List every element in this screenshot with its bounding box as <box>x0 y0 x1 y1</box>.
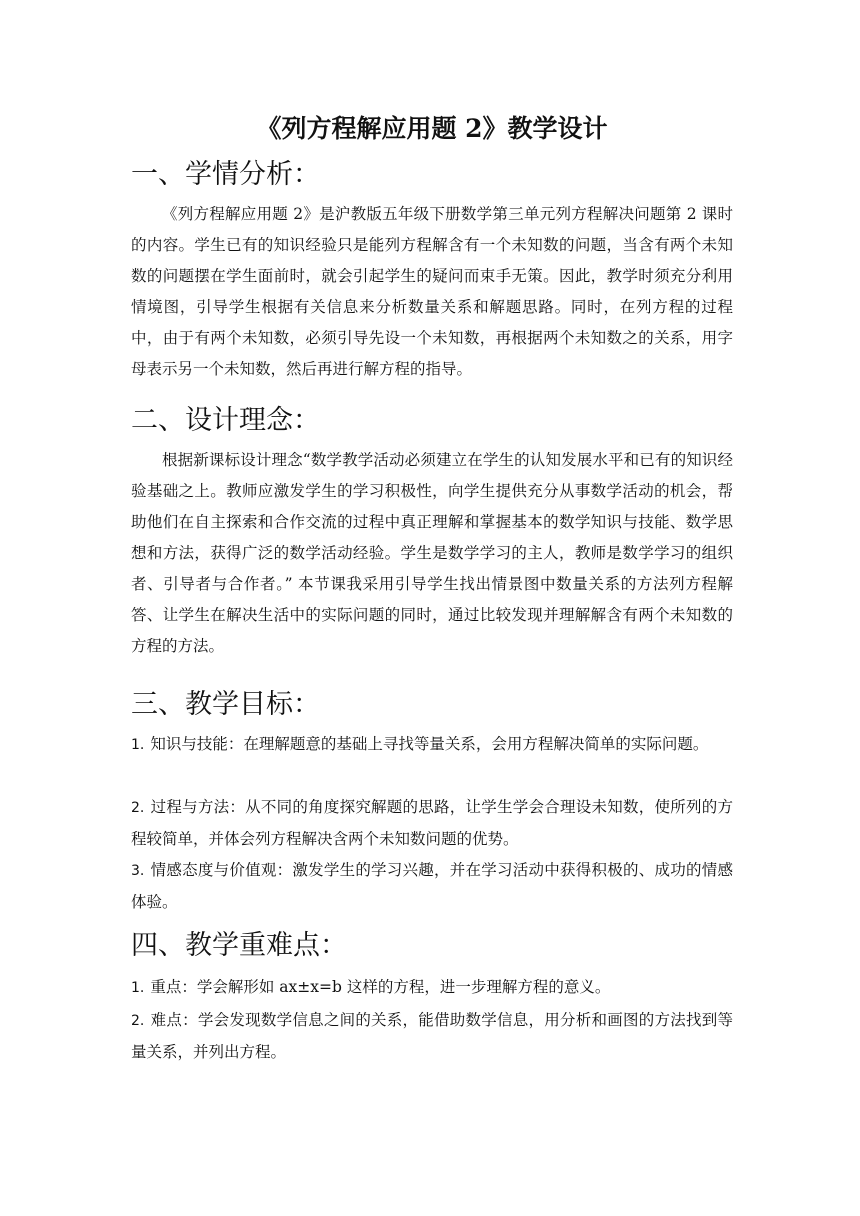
paragraph-concept: 根据新课标设计理念“数学教学活动必须建立在学生的认知发展水平和已有的知识经验基础之上。教师应激发学生的学习积极性，向学生提供充分从事数学活动的机会，帮助他们在自主探索和合作交流的过程中真正理解和掌握基本的数学知识与技能、数学思想和方法，获得广泛的数学活动经验。学生是数学学习的主人，教师是数学学习的组织者、引导者与合作者。” 本节课我采用引导学生找出情景图中数量关系的方法列方程解答、让学生在解决生活中的实际问题的同时，通过比较发现并理解解含有两个未知数的方程的方法。 <box>131 451 733 655</box>
section-heading-key-points: 四、教学重难点： <box>131 930 347 961</box>
list-item-objective-3 <box>131 855 733 918</box>
list-item-number: 3. <box>131 863 145 879</box>
list-item-key-point-2 <box>131 1005 733 1068</box>
list-item-text: 过程与方法：从不同的角度探究解题的思路，让学生学会合理设未知数，使所列的方程较简单，并体会列方程解决含两个未知数问题的优势。 <box>131 798 733 848</box>
list-item-number: 1. <box>131 737 145 753</box>
list-item-text: 重点：学会解形如 ax±x=b 这样的方程，进一步理解方程的意义。 <box>150 978 611 996</box>
list-item-text: 情感态度与价值观：激发学生的学习兴趣，并在学习活动中获得积极的、成功的情感体验。 <box>131 861 733 911</box>
list-item-text: 知识与技能：在理解题意的基础上寻找等量关系，会用方程解决简单的实际问题。 <box>150 735 709 753</box>
list-item-objective-1 <box>131 729 733 761</box>
list-item-number: 2. <box>131 800 145 816</box>
document-title: 《列方程解应用题 2》教学设计 <box>256 114 608 143</box>
list-item-objective-2 <box>131 792 733 855</box>
list-item-text: 难点：学会发现数学信息之间的关系，能借助数学信息，用分析和画图的方法找到等量关系，并列出方程。 <box>131 1011 733 1061</box>
list-item-key-point-1 <box>131 972 733 1004</box>
paragraph-analysis: 《列方程解应用题 2》是沪教版五年级下册数学第三单元列方程解决问题第 2 课时的内容。学生已有的知识经验只是能列方程解含有一个未知数的问题，当含有两个未知数的问题摆在学生面前时，就会引起学生的疑问而束手无策。因此，教学时须充分利用情境图，引导学生根据有关信息来分析数量关系和解题思路。同时，在列方程的过程中，由于有两个未知数，必须引导先设一个未知数，再根据两个未知数之的关系，用字母表示另一个未知数，然后再进行解方程的指导。 <box>131 205 733 378</box>
list-item-number: 1. <box>131 980 145 996</box>
section-heading-concept: 二、设计理念： <box>131 405 320 436</box>
list-item-number: 2. <box>131 1013 145 1029</box>
section-heading-objectives: 三、教学目标： <box>131 689 320 720</box>
section-heading-analysis: 一、学情分析： <box>131 159 320 190</box>
